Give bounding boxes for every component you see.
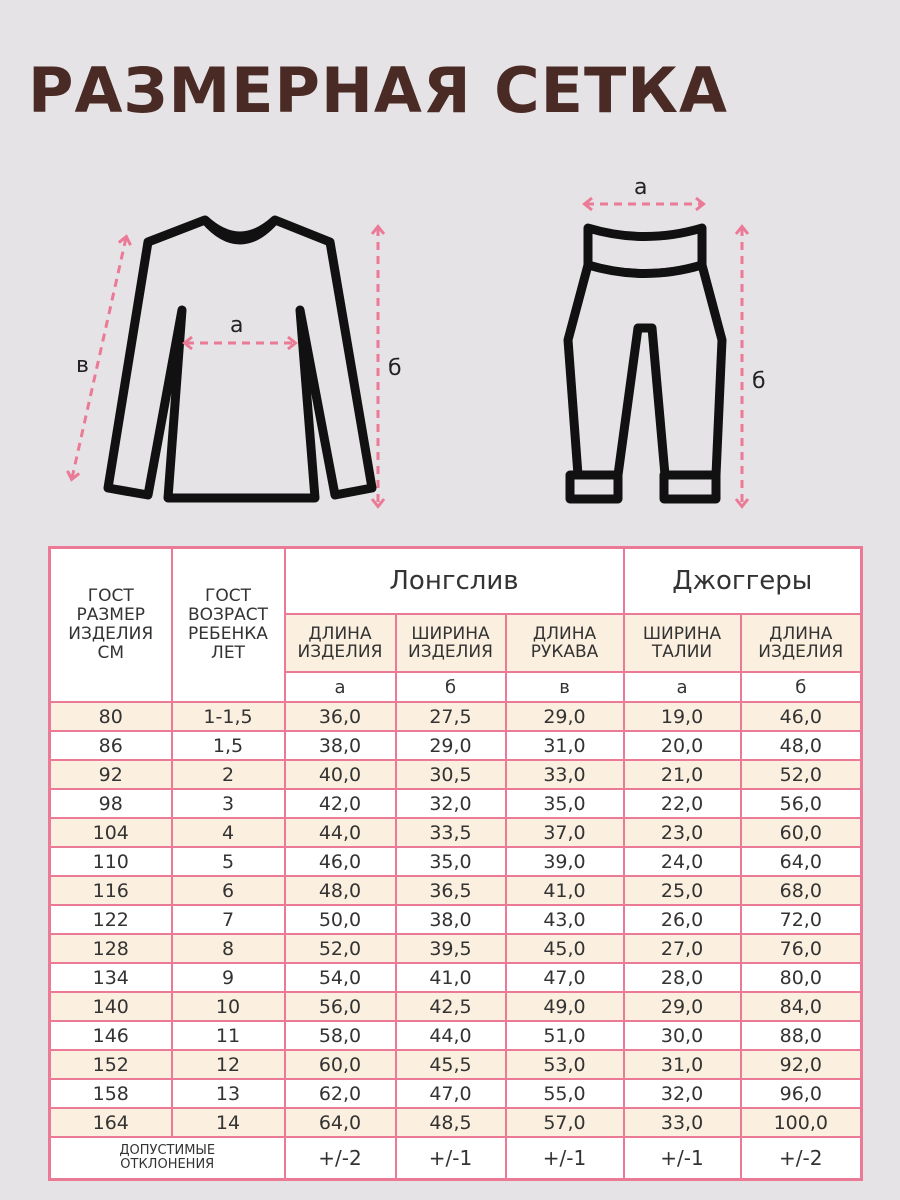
header-joggers: Джоггеры: [624, 548, 862, 615]
deviation-label-line: ОТКЛОНЕНИЯ: [120, 1157, 215, 1172]
table-row: [50, 905, 862, 934]
table-cell: 44,0: [396, 1021, 506, 1050]
table-cell: 14: [172, 1108, 285, 1137]
header-gost-age-line: ВОЗРАСТ: [187, 605, 269, 625]
table-cell: 13: [172, 1079, 285, 1108]
table-cell: 28,0: [624, 963, 741, 992]
table-row: [50, 1079, 862, 1108]
table-row: [50, 818, 862, 847]
table-cell: 51,0: [506, 1021, 624, 1050]
table-cell: 39,5: [396, 934, 506, 963]
subheader-waist: [624, 614, 741, 672]
subheader-line: РУКАВА: [530, 642, 599, 662]
table-cell: 86: [50, 731, 172, 760]
page-title: РАЗМЕРНАЯ СЕТКА: [28, 54, 728, 127]
header-gost-age-line: ГОСТ: [204, 586, 251, 606]
table-cell: 40,0: [285, 760, 396, 789]
subheader-pants-length: [741, 614, 862, 672]
table-cell: 32,0: [624, 1079, 741, 1108]
table-cell: 27,5: [396, 702, 506, 731]
header-longsleeve: Лонгслив: [285, 548, 624, 615]
table-cell: 35,0: [506, 789, 624, 818]
table-cell: 9: [172, 963, 285, 992]
table-row: [50, 702, 862, 731]
table-cell: 48,5: [396, 1108, 506, 1137]
subheader-line: ИЗДЕЛИЯ: [297, 642, 383, 662]
table-cell: 6: [172, 876, 285, 905]
table-cell: 122: [50, 905, 172, 934]
table-row: [50, 1021, 862, 1050]
table-cell: 32,0: [396, 789, 506, 818]
header-gost-size-line: ГОСТ: [87, 586, 134, 606]
shirt-label-a: а: [230, 313, 244, 338]
shirt-label-v: в: [76, 353, 89, 378]
table-cell: 146: [50, 1021, 172, 1050]
header-gost-size-line: СМ: [97, 643, 125, 663]
subheader-line: ДЛИНА: [308, 624, 372, 644]
table-cell: 33,0: [624, 1108, 741, 1137]
joggers-label-a: а: [634, 175, 648, 200]
table-cell: 96,0: [741, 1079, 862, 1108]
table-row: [50, 963, 862, 992]
table-cell: 92,0: [741, 1050, 862, 1079]
table-cell: 98: [50, 789, 172, 818]
table-cell: 104: [50, 818, 172, 847]
table-cell: 152: [50, 1050, 172, 1079]
table-cell: 60,0: [285, 1050, 396, 1079]
table-cell: 24,0: [624, 847, 741, 876]
table-cell: 116: [50, 876, 172, 905]
deviation-value: +/-2: [741, 1137, 862, 1180]
deviation-value: +/-1: [506, 1137, 624, 1180]
table-cell: 33,5: [396, 818, 506, 847]
subheader-line: ИЗДЕЛИЯ: [408, 642, 493, 662]
shirt-label-b: б: [388, 356, 402, 381]
table-cell: 2: [172, 760, 285, 789]
table-cell: 45,5: [396, 1050, 506, 1079]
table-cell: 134: [50, 963, 172, 992]
table-cell: 19,0: [624, 702, 741, 731]
table-cell: 42,0: [285, 789, 396, 818]
deviation-value: +/-1: [624, 1137, 741, 1180]
table-cell: 68,0: [741, 876, 862, 905]
table-cell: 3: [172, 789, 285, 818]
table-cell: 20,0: [624, 731, 741, 760]
table-cell: 36,5: [396, 876, 506, 905]
header-gost-age-line: ЛЕТ: [211, 643, 245, 663]
letter-a: а: [285, 672, 396, 702]
subheader-sleeve: [506, 614, 624, 672]
table-cell: 64,0: [285, 1108, 396, 1137]
table-cell: 29,0: [506, 702, 624, 731]
joggers-label-b: б: [752, 369, 766, 394]
longsleeve-icon: [108, 220, 372, 498]
table-cell: 21,0: [624, 760, 741, 789]
table-cell: 8: [172, 934, 285, 963]
table-cell: 57,0: [506, 1108, 624, 1137]
table-cell: 46,0: [285, 847, 396, 876]
letter-b: б: [396, 672, 506, 702]
table-cell: 31,0: [506, 731, 624, 760]
table-cell: 36,0: [285, 702, 396, 731]
table-cell: 37,0: [506, 818, 624, 847]
table-cell: 29,0: [624, 992, 741, 1021]
letter-a: а: [624, 672, 741, 702]
subheader-width: [396, 614, 506, 672]
table-cell: 35,0: [396, 847, 506, 876]
table-cell: 26,0: [624, 905, 741, 934]
table-cell: 47,0: [396, 1079, 506, 1108]
table-cell: 58,0: [285, 1021, 396, 1050]
table-row: [50, 934, 862, 963]
table-cell: 42,5: [396, 992, 506, 1021]
table-cell: 52,0: [741, 760, 862, 789]
table-cell: 158: [50, 1079, 172, 1108]
table-row: [50, 1050, 862, 1079]
table-cell: 30,5: [396, 760, 506, 789]
table-cell: 10: [172, 992, 285, 1021]
table-cell: 62,0: [285, 1079, 396, 1108]
table-cell: 60,0: [741, 818, 862, 847]
table-cell: 22,0: [624, 789, 741, 818]
subheader-line: ШИРИНА: [411, 624, 490, 644]
table-cell: 88,0: [741, 1021, 862, 1050]
letter-v: в: [506, 672, 624, 702]
size-table-body: [50, 702, 862, 1137]
header-gost-size-line: ИЗДЕЛИЯ: [68, 624, 154, 644]
table-row: [50, 789, 862, 818]
table-cell: 11: [172, 1021, 285, 1050]
table-cell: 30,0: [624, 1021, 741, 1050]
table-cell: 5: [172, 847, 285, 876]
table-cell: 44,0: [285, 818, 396, 847]
table-cell: 46,0: [741, 702, 862, 731]
table-cell: 43,0: [506, 905, 624, 934]
table-cell: 92: [50, 760, 172, 789]
table-cell: 4: [172, 818, 285, 847]
table-cell: 1,5: [172, 731, 285, 760]
deviation-value: +/-2: [285, 1137, 396, 1180]
table-cell: 84,0: [741, 992, 862, 1021]
table-cell: 29,0: [396, 731, 506, 760]
table-cell: 80,0: [741, 963, 862, 992]
table-cell: 50,0: [285, 905, 396, 934]
table-row: [50, 847, 862, 876]
table-cell: 76,0: [741, 934, 862, 963]
table-cell: 33,0: [506, 760, 624, 789]
deviation-value: +/-1: [396, 1137, 506, 1180]
table-cell: 48,0: [285, 876, 396, 905]
deviation-row: [50, 1137, 862, 1180]
table-row: [50, 731, 862, 760]
size-table: [48, 546, 863, 1181]
table-cell: 41,0: [396, 963, 506, 992]
header-gost-age: [172, 548, 285, 703]
table-row: [50, 876, 862, 905]
table-row: [50, 760, 862, 789]
subheader-line: ШИРИНА: [642, 624, 722, 644]
table-cell: 7: [172, 905, 285, 934]
table-row: [50, 992, 862, 1021]
garment-illustration: [0, 160, 900, 530]
header-gost-age-line: РЕБЕНКА: [188, 624, 268, 644]
table-cell: 25,0: [624, 876, 741, 905]
table-cell: 49,0: [506, 992, 624, 1021]
table-cell: 23,0: [624, 818, 741, 847]
subheader-line: ДЛИНА: [769, 624, 833, 644]
subheader-line: ТАЛИИ: [651, 642, 713, 662]
table-cell: 1-1,5: [172, 702, 285, 731]
table-cell: 55,0: [506, 1079, 624, 1108]
table-row: [50, 1108, 862, 1137]
table-cell: 128: [50, 934, 172, 963]
table-cell: 41,0: [506, 876, 624, 905]
table-cell: 39,0: [506, 847, 624, 876]
table-cell: 54,0: [285, 963, 396, 992]
table-cell: 52,0: [285, 934, 396, 963]
header-gost-size: [50, 548, 172, 703]
table-cell: 48,0: [741, 731, 862, 760]
header-gost-size-line: РАЗМЕР: [76, 605, 145, 625]
table-cell: 56,0: [741, 789, 862, 818]
table-cell: 45,0: [506, 934, 624, 963]
table-cell: 53,0: [506, 1050, 624, 1079]
table-cell: 56,0: [285, 992, 396, 1021]
table-cell: 31,0: [624, 1050, 741, 1079]
table-cell: 72,0: [741, 905, 862, 934]
joggers-icon: [568, 228, 722, 499]
table-cell: 140: [50, 992, 172, 1021]
table-cell: 38,0: [285, 731, 396, 760]
subheader-line: ДЛИНА: [532, 624, 597, 644]
subheader-length: [285, 614, 396, 672]
table-cell: 64,0: [741, 847, 862, 876]
subheader-line: ИЗДЕЛИЯ: [758, 642, 844, 662]
table-cell: 80: [50, 702, 172, 731]
table-cell: 164: [50, 1108, 172, 1137]
deviation-label: [50, 1137, 285, 1180]
table-cell: 110: [50, 847, 172, 876]
table-cell: 100,0: [741, 1108, 862, 1137]
deviation-label-line: ДОПУСТИМЫЕ: [119, 1143, 216, 1158]
letter-b: б: [741, 672, 862, 702]
table-cell: 27,0: [624, 934, 741, 963]
table-cell: 12: [172, 1050, 285, 1079]
table-cell: 47,0: [506, 963, 624, 992]
table-cell: 38,0: [396, 905, 506, 934]
